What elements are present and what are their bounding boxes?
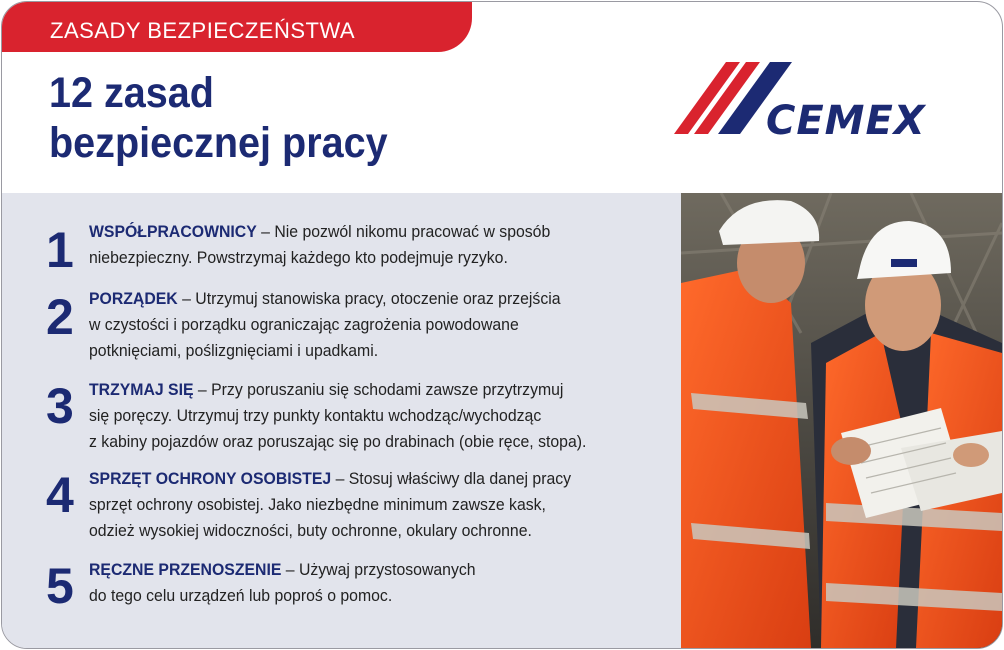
rule-line-2: w czystości i porządku ograniczając zagrożenia powodowane (89, 315, 519, 334)
category-tab (2, 2, 472, 52)
rule-line-2: się poręczy. Utrzymuj trzy punkty kontaktu wchodząc/wychodząc (89, 406, 542, 425)
rule-heading: WSPÓŁPRACOWNICY (89, 222, 257, 241)
rule-heading: TRZYMAJ SIĘ (89, 380, 194, 399)
rule-line-1: WSPÓŁPRACOWNICY – Nie pozwól nikomu pracować w sposób (89, 222, 551, 241)
rule-text (89, 466, 633, 544)
rule-number: 1 (46, 222, 74, 278)
page-title (49, 68, 388, 168)
safety-card (1, 1, 1003, 649)
rule-line-3: potknięciami, poślizgnięciami i upadkami. (89, 341, 379, 360)
rule-line-2: niebezpieczny. Powstrzymaj każdego kto podejmuje ryzyko. (89, 248, 508, 267)
rule-heading: PORZĄDEK (89, 289, 178, 308)
rule-number: 3 (46, 378, 74, 434)
title-line-1: 12 zasad (49, 69, 214, 117)
rule-heading: RĘCZNE PRZENOSZENIE (89, 560, 282, 579)
rule-text (89, 557, 633, 609)
workers-photo (681, 193, 1002, 648)
rule-line-2: sprzęt ochrony osobistej. Jako niezbędne minimum zawsze kask, (89, 495, 546, 514)
rule-line-3: z kabiny pojazdów oraz poruszając się po drabinach (obie ręce, stopa). (89, 432, 587, 451)
cemex-logo (674, 60, 954, 138)
rule-line-1: TRZYMAJ SIĘ – Przy poruszaniu się schodami zawsze przytrzymuj (89, 380, 564, 399)
rule-number: 5 (46, 558, 74, 614)
rule-line-2: do tego celu urządzeń lub poproś o pomoc. (89, 586, 393, 605)
rule-line-3: odzież wysokiej widoczności, buty ochronne, okulary ochronne. (89, 521, 532, 540)
rule-number: 4 (46, 467, 74, 523)
rule-text (89, 219, 633, 271)
rules-panel (2, 193, 681, 648)
rule-number: 2 (46, 289, 74, 345)
workers-illustration (681, 193, 1002, 648)
rule-line-1: PORZĄDEK – Utrzymuj stanowiska pracy, otoczenie oraz przejścia (89, 289, 561, 308)
rule-text (89, 286, 633, 364)
title-line-2: bezpiecznej pracy (49, 119, 388, 167)
rule-text (89, 377, 633, 455)
rule-line-1: RĘCZNE PRZENOSZENIE – Używaj przystosowanych (89, 560, 476, 579)
worker-left-vest (681, 268, 811, 648)
rule-line-1: SPRZĘT OCHRONY OSOBISTEJ – Stosuj właściwy dla danej pracy (89, 469, 572, 488)
rule-heading: SPRZĘT OCHRONY OSOBISTEJ (89, 469, 332, 488)
category-label: ZASADY BEZPIECZEŃSTWA (50, 18, 356, 43)
logo-wordmark: CEMEX (766, 98, 926, 138)
